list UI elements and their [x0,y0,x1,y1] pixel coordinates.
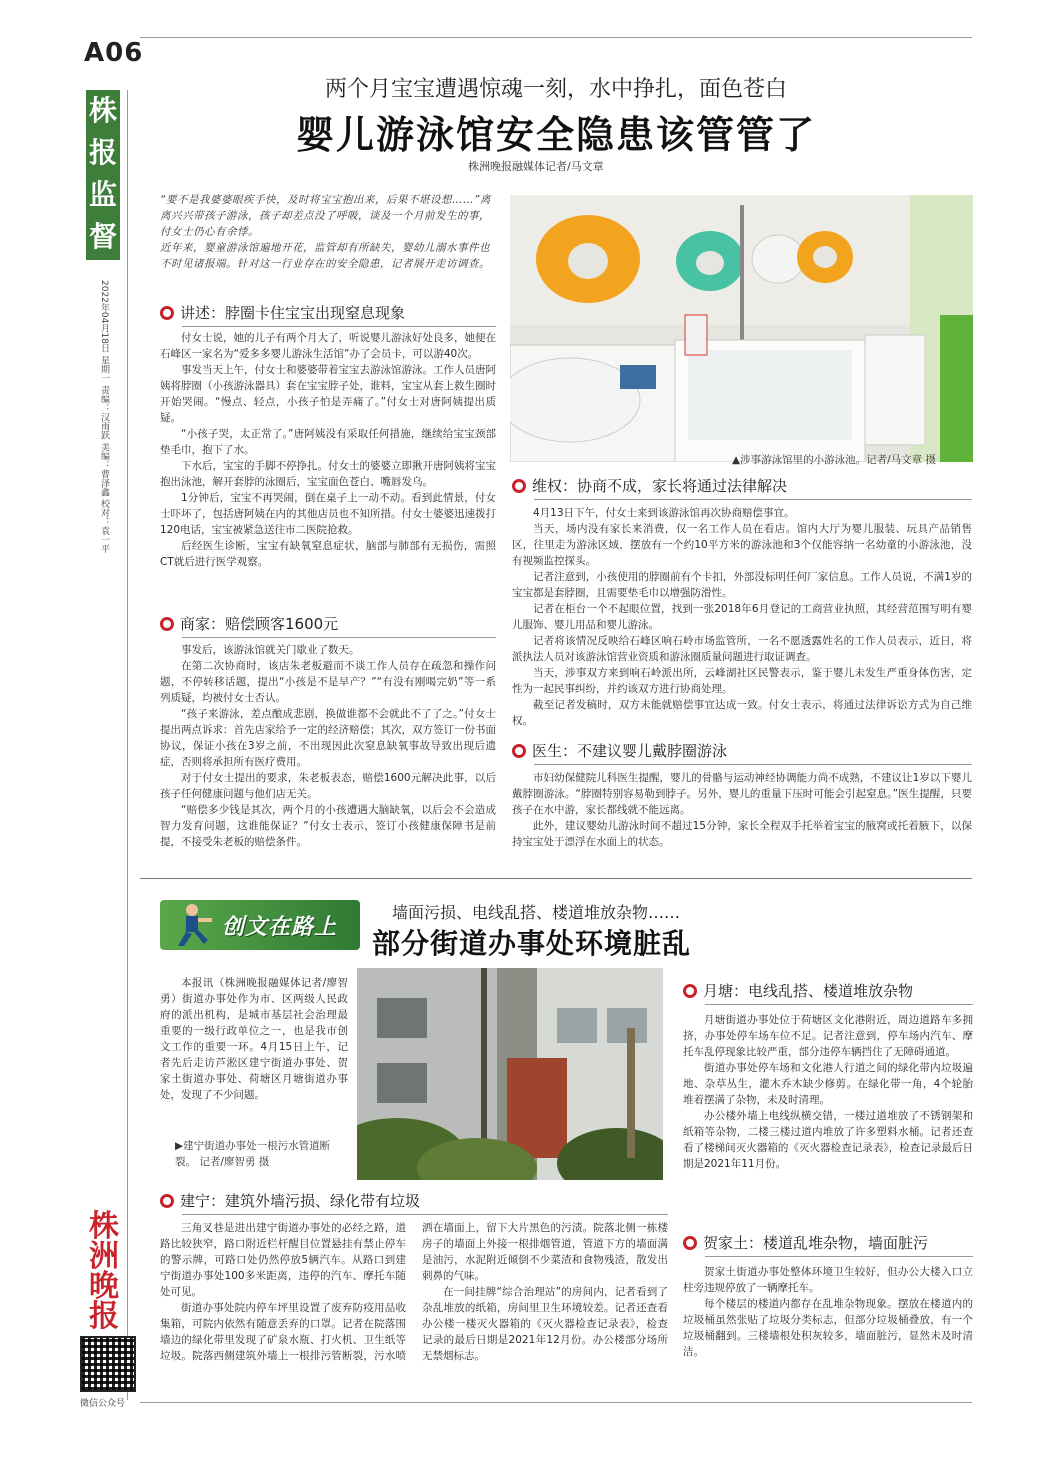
paragraph: 事发当天上午，付女士和婆婆带着宝宝去游泳馆游泳。工作人员唐阿姨将脖圈（小孩游泳器具）套在宝宝脖子处，谁料，宝宝从套上救生圈时开始哭闹。“慢点、轻点，小孩子怕是弄痛了。”付女士对唐阿姨提出质疑。 [160,364,496,424]
red-bullet-icon [512,744,526,758]
column-title [86,90,120,260]
red-bullet-icon [160,1194,174,1208]
photo-caption: ▲涉事游泳馆里的小游泳池。记者/马文章 摄 [732,454,936,466]
red-bullet-icon [683,984,697,998]
paragraph: 月塘街道办事处位于荷塘区文化港附近，周边道路车多拥挤，办事处停车场车位不足。记者注意到，停车场内汽车、摩托车乱停现象比较严重，部分违停车辆挡住了无障碍通道。 [683,1014,973,1058]
street-office-photo [357,968,663,1180]
campaign-banner-text: 创文在路上 [222,915,338,940]
story1-sec2-body [160,642,496,850]
story2-section-title [160,1190,668,1211]
red-bullet-icon [160,617,174,631]
red-bullet-icon [160,306,174,320]
story2-section-title [683,1232,973,1253]
story1-section-title [160,613,496,634]
paragraph: 下水后，宝宝的手脚不停挣扎。付女士的婆婆立即揪开唐阿姨将宝宝抱出泳池，解开套脖的泳圈后，宝宝面色苍白、嘴唇发乌。 [160,460,496,488]
section-label: 医生：不建议婴儿戴脖圈游泳 [532,742,728,760]
paragraph: 记者将该情况反映给石峰区响石岭市场监管所，一名不愿透露姓名的工作人员表示，近日，将派执法人员对该游泳馆营业资质和游泳圈质量问题进行取证调查。 [512,635,972,663]
swimming-pool-photo [510,195,973,462]
paragraph: “孩子来游泳，差点酿成悲剧，换做谁都不会就此不了了之。”付女士提出两点诉求：首先店家给予一定的经济赔偿；其次，双方签订一份书面协议，保证小孩在3岁之前，不出现因此次窒息缺氧事故导致出现后遗症，否则将承担所有医疗费用。 [160,708,496,768]
story-divider [140,878,972,879]
story1-section-title [512,740,972,761]
story2-sec3-body [683,1264,973,1360]
section-label: 月塘：电线乱搭、楼道堆放杂物 [703,982,914,1000]
story1-sec4-body [512,770,972,850]
paragraph: 街道办事处停车场和文化港人行道之间的绿化带内垃圾遍地、杂草丛生，灌木乔木缺少修剪。在绿化带一角，4个轮胎堆着摆满了杂物，未及时清理。 [683,1062,973,1106]
story1-lead: “要不是我婆婆眼疾手快，及时将宝宝抱出来，后果不堪设想……”离离兴兴带孩子游泳，孩子却差点没了呼吸，谈及一个月前发生的事，付女士仍心有余悸。 近年来，婴童游泳馆遍地开花，监管却有所缺失，婴幼儿溺水事件也不时见诸报端。针对这一行业存在的安全隐患，记者展开走访调查。 [160,194,491,270]
section-label: 讲述：脖圈卡住宝宝出现窒息现象 [180,304,406,322]
paragraph: 在一间挂牌“综合治理站”的房间内，记者看到了杂乱堆放的纸箱，房间里卫生环境较差。记者还查看办公楼一楼灭火器箱的《灭火器检查记录表》，检查记录的最后日期是2021年12月份。办公楼部分场所无禁烟标志。 [422,1286,668,1362]
paragraph: “小孩子哭，太正常了。”唐阿姨没有采取任何措施，继续给宝宝颈部垫毛巾，抱下了水。 [160,428,496,456]
story2-sec1-body [160,1220,668,1420]
pool-illustration [510,195,973,462]
paragraph: 贺家土街道办事处整体环境卫生较好，但办公大楼入口立柱旁违规停放了一辆摩托车。 [683,1266,973,1294]
newspaper-logo: 株洲晚报 [89,1209,119,1334]
paragraph: 4月13日下午，付女士来到该游泳馆再次协商赔偿事宜。 [533,507,795,519]
paragraph: 办公楼外墙上电线纵横交错，一楼过道堆放了不锈钢架和纸箱等杂物，二楼三楼过道内堆放了许多塑料水桶。记者还查看了楼梯间灭火器箱的《灭火器检查记录表》，检查记录最后日期是2021年11月份。 [683,1110,973,1170]
sidebar-divider [127,90,128,1400]
section-label: 商家：赔偿顾客1600元 [180,615,339,633]
paragraph: 当天，涉事双方来到响石岭派出所，云峰湖社区民警表示，鉴于婴儿未发生严重身体伤害，定性为一起民事纠纷，并约该双方进行协商处理。 [512,667,972,695]
section-label: 建宁：建筑外墙污损、绿化带有垃圾 [180,1192,421,1210]
red-bullet-icon [683,1236,697,1250]
story2-intro: 本报讯（株洲晚报融媒体记者/廖智勇）街道办事处作为市、区两级人民政府的派出机构，是城市基层社会治理最重要的一级行政单位之一，也是我市创文工作的重要一环。4月15日上午，记者先后走访芦淞区建宁街道办事处、贺家土街道办事处、荷塘区月塘街道办事处，发现了不少问题。 [160,977,348,1101]
story2-sec2-body [683,1012,973,1172]
story1-byline: 株洲晚报融媒体记者/马文章 [468,160,604,173]
story1-headline: 婴儿游泳馆安全隐患该管管了 [295,112,816,157]
story1-kicker: 两个月宝宝遭遇惊魂一刻，水中挣扎，面色苍白 [324,77,787,102]
building-illustration [357,968,663,1180]
paragraph: 记者在柜台一个不起眼位置，找到一张2018年6月登记的工商营业执照，其经营范围写明有婴儿服饰、婴儿用品和婴儿游泳。 [512,603,972,631]
paragraph: 在第二次协商时，该店朱老板避而不谈工作人员存在疏忽和操作问题，不停转移话题，提出“小孩是不是早产？”“有没有刚喝完奶”等一系列质疑，均被付女士否认。 [160,660,496,704]
bottom-rule [140,1402,972,1403]
story2-kicker: 墙面污损、电线乱搭、楼道堆放杂物…… [392,903,681,922]
paragraph: 对于付女士提出的要求，朱老板表态，赔偿1600元解决此事，以后孩子任何健康问题与他们店无关。 [160,772,496,800]
story2-section-title [683,980,973,1001]
story1-sec3-body [512,505,972,729]
paragraph: 截至记者发稿时，双方未能就赔偿事宜达成一致。付女士表示，将通过法律诉讼方式为自己维权。 [512,699,972,727]
red-bullet-icon [512,479,526,493]
qr-label: 微信公众号 [80,1399,126,1409]
issue-meta: 2022年04月18日 星期一 责编：汉雨跃 美编：曹泽鑫 校对：袁一平 [99,280,109,554]
paragraph: 1分钟后，宝宝不再哭闹，倒在桌子上一动不动。看到此情景，付女士吓坏了，包括唐阿姨在内的其他店员也不知所措。付女士婆婆迅速拨打120电话，宝宝被紧急送往市二医院抢救。 [160,492,496,536]
section-label: 贺家土：楼道乱堆杂物，墙面脏污 [703,1234,929,1252]
paragraph: 街道办事处院内停车坪里设置了废弃防疫用品收集箱，可院内依然有随意丢弃的口罩。记者在院落围墙边的绿化带里发现了矿泉水瓶、打火机、卫生纸等垃圾。院落西侧建筑外墙上一根排污管断裂，污水喷洒在墙面上，留下大片黑色的污渍。院落北侧一栋楼房子的墙面上外接一根排烟管道，管道下方的墙面满是油污，水泥附近倾倒不少菜渣和食物残渣，散发出刺鼻的气味。 [160,1222,668,1362]
column-title-text: 株报监督 [88,94,117,253]
paragraph: 当天，场内没有家长来消费，仅一名工作人员在看店。馆内大厅为婴儿服装、玩具产品销售区，往里走为游泳区域，摆放有一个约10平方米的游泳池和3个仅能容纳一名幼童的小游泳池，没有视频监控探头。 [512,523,972,567]
paragraph: 后经医生诊断，宝宝有缺氧窒息症状，脑部与肺部有无损伤，需照CT就后进行医学观察。 [160,540,496,568]
paragraph: 事发后，该游泳馆就关门歇业了数天。 [181,644,360,656]
story1-sec1-body [160,330,496,570]
paragraph: 此外，建议婴幼儿游泳时间不超过15分钟，家长全程双手托举着宝宝的腋窝或托着腋下，以保持宝宝处于漂浮在水面上的状态。 [512,820,972,848]
qr-code [80,1336,136,1392]
photo-caption: ▶建宁街道办事处一根污水管道断裂。 记者/廖智勇 摄 [175,1140,331,1168]
paragraph: 三角叉巷是进出建宁街道办事处的必经之路，道路比较狭窄，路口附近栏杆醒目位置悬挂有禁止停车的警示牌，可路口处仍然停放5辆汽车。从路口到建宁街道办事处100多米距离，违停的汽车、摩托车随处可见。 [160,1222,406,1298]
paragraph: 记者注意到，小孩使用的脖圈前有个卡扣，外部没标明任何厂家信息。工作人员说，不满1岁的宝宝都是套脖圈，且需要垫毛巾以增强防滑性。 [512,571,972,599]
story2-headline: 部分街道办事处环境脏乱 [372,927,692,960]
runner-icon [164,900,224,950]
paragraph: “赔偿多少钱是其次，两个月的小孩遭遇大脑缺氧，以后会不会造成智力发育问题，这谁能保证？”付女士表示，签订小孩健康保障书是前提，不接受朱老板的赔偿条件。 [160,804,496,848]
top-rule [140,37,972,38]
story1-section-title [160,302,496,323]
paragraph: 每个楼层的楼道内都存在乱堆杂物现象。摆放在楼道内的垃圾桶虽然张贴了垃圾分类标志，但部分垃圾桶叠放，有一个垃圾桶翻到。三楼墙根处积灰较多，墙面脏污，显然未及时清洁。 [683,1298,973,1358]
paragraph: 市妇幼保健院儿科医生提醒，婴儿的骨骼与运动神经协调能力尚不成熟，不建议让1岁以下婴儿戴脖圈游泳。“脖圈特别容易勒到脖子。另外，婴儿的重量下压时可能会引起窒息。”医生提醒，只要孩子在水中游，家长都线就不能远离。 [512,772,972,816]
paragraph: 付女士说，她的儿子有两个月大了，听说婴儿游泳好处良多，她便在石峰区一家名为“爱多多婴儿游泳生活馆”办了会员卡，可以游40次。 [160,332,496,360]
section-label: 维权：协商不成，家长将通过法律解决 [532,477,788,495]
campaign-banner [160,900,360,950]
story1-section-title [512,475,972,496]
page-number: A06 [84,38,144,68]
